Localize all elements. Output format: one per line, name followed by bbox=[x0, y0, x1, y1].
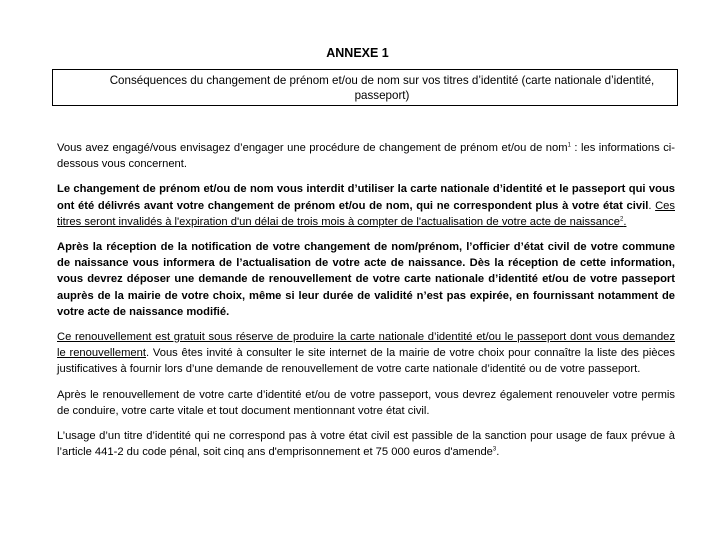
footnote-ref-2: 2 bbox=[619, 216, 624, 223]
paragraph-2-end: . bbox=[623, 215, 627, 228]
paragraph-2-period: . bbox=[648, 199, 656, 212]
paragraph-2-bold: Le changement de prénom et/ou de nom vous interdit d’utiliser la carte nationale d’identité et le passeport qui vous ont été délivrés avant votre changement de prénom et/ou de nom, qui ne correspondent plus à votre état civil bbox=[57, 183, 675, 212]
paragraph-6 bbox=[57, 428, 675, 460]
footnote-ref-3: 3 bbox=[492, 446, 497, 453]
paragraph-3: Après la réception de la notification de votre changement de nom/prénom, l’officier d’état civil de votre commune de naissance vous informera de l’actualisation de votre acte de naissance. Dès la réception de cette information, vous devrez déposer une demande de renouvellement de votre carte nationale d’identité et/ou de votre passeport auprès de la mairie de votre choix, même si leur durée de validité n’est pas expirée, en fournissant notamment de votre acte de naissance modifié. bbox=[57, 241, 675, 318]
paragraph-5: Après le renouvellement de votre carte d’identité et/ou de votre passeport, vous devrez également renouveler votre permis de conduire, votre carte vitale et tout document mentionnant votre état civil. bbox=[57, 388, 675, 417]
footnote-ref-1: 1 bbox=[567, 142, 571, 149]
paragraph-4-text: . Vous êtes invité à consulter le site internet de la mairie de votre choix pour connaître la liste des pièces justificatives à fournir lors d’une demande de renouvellement de votre carte nationale d’identité ou de votre passeport. bbox=[57, 347, 675, 376]
paragraph-4 bbox=[57, 329, 675, 378]
paragraph-4-underlined: Ce renouvellement est gratuit sous réserve de produire la carte nationale d’identité et/ou le passeport dont vous demandez le renouvellement bbox=[57, 331, 675, 360]
paragraph-1-text: Vous avez engagé/vous envisagez d’engager une procédure de changement de prénom et/ou de nom bbox=[57, 142, 568, 154]
paragraph-1-text-after: : les informations ci-dessous vous concernent. bbox=[57, 142, 675, 171]
annex-title: ANNEXE 1 bbox=[326, 46, 389, 60]
paragraph-6-text: L’usage d’un titre d’identité qui ne correspond pas à votre état civil est passible de la sanction pour usage de faux prévue à l’article 441-2 du code pénal, soit cinq ans d'emprisonnement et 75 000 euros d'amende bbox=[57, 430, 675, 459]
paragraph-2-underlined-text: Ces titres seront invalidés à l'expiration d'un délai de trois mois à compter de l'actualisation de votre acte de naissance bbox=[57, 199, 675, 228]
paragraph-2 bbox=[57, 181, 675, 230]
document-body bbox=[57, 140, 675, 469]
boxed-title: Conséquences du changement de prénom et/ou de nom sur vos titres d’identité (carte nationale d’identité, passeport) bbox=[52, 69, 678, 106]
paragraph-1 bbox=[57, 140, 675, 172]
paragraph-6-end: . bbox=[496, 446, 500, 459]
